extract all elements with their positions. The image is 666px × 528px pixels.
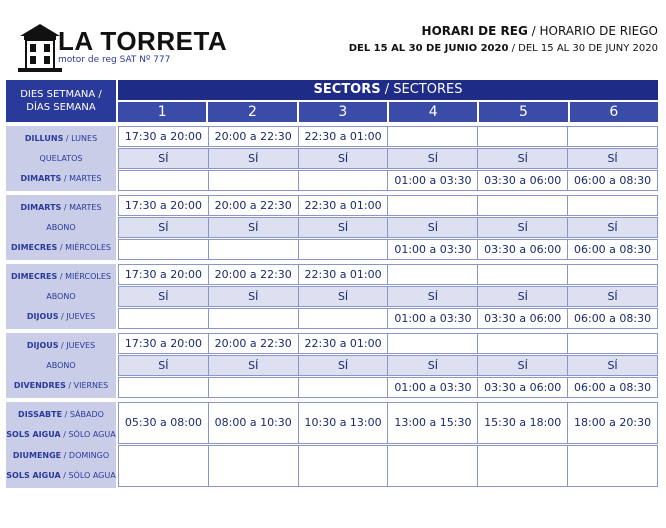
logo-title: LA TORRETA <box>58 26 228 56</box>
day-label-es: / MIÉRCOLES <box>57 271 112 281</box>
table-cell <box>118 170 208 191</box>
table-cell <box>208 445 298 487</box>
table-cell: SÍ <box>567 286 658 307</box>
days-header-line1: DIES SETMANA / <box>20 89 102 100</box>
day-label <box>46 361 75 370</box>
table-cell <box>118 239 208 260</box>
day-label-ca: DIMARTS <box>20 174 62 184</box>
table-row <box>118 286 658 307</box>
day-label <box>6 471 115 480</box>
table-cell: 01:00 a 03:30 <box>387 239 477 260</box>
weekend-rows <box>118 402 658 488</box>
day-label-es: / VIERNES <box>65 381 109 391</box>
group-labels <box>6 333 116 398</box>
day-label-es: / MIÉRCOLES <box>57 243 112 253</box>
table-row <box>118 264 658 285</box>
table-cell <box>567 445 658 487</box>
table-cell: 01:00 a 03:30 <box>387 170 477 191</box>
dates-light: / DEL 15 AL 30 DE JUNY 2020 <box>508 43 658 54</box>
table-cell: 20:00 a 22:30 <box>208 126 298 147</box>
day-label-ca: DIUMENGE <box>12 450 62 460</box>
table-cell: SÍ <box>477 148 567 169</box>
table-cell: SÍ <box>208 286 298 307</box>
table-cell: 13:00 a 15:30 <box>387 402 477 444</box>
table-header <box>6 80 658 122</box>
day-label <box>46 292 75 301</box>
day-label <box>27 341 95 350</box>
days-header-line2: DÍAS SEMANA <box>26 102 96 113</box>
table-cell: 03:30 a 06:00 <box>477 239 567 260</box>
table-cell: SÍ <box>298 355 388 376</box>
table-cell: 18:00 a 20:30 <box>567 402 658 444</box>
table-cell: SÍ <box>118 286 208 307</box>
weekend-group <box>6 402 658 488</box>
table-row <box>118 126 658 147</box>
day-label-es: / JUEVES <box>58 340 96 350</box>
day-label-es: ABONO <box>46 360 76 370</box>
table-cell: 22:30 a 01:00 <box>298 264 388 285</box>
schedule-groups <box>6 126 658 398</box>
table-cell: SÍ <box>298 148 388 169</box>
day-label-es: / MARTES <box>61 202 102 212</box>
day-label-es: / SÓLO AGUA <box>60 430 116 440</box>
table-cell: 22:30 a 01:00 <box>298 126 388 147</box>
table-cell: 10:30 a 13:00 <box>298 402 388 444</box>
table-cell <box>387 445 477 487</box>
day-label <box>21 203 102 212</box>
day-label-es: / SÓLO AGUA <box>60 471 116 481</box>
day-label-ca: DIVENDRES <box>13 381 66 391</box>
day-label <box>46 223 75 232</box>
table-cell <box>477 333 567 354</box>
table-cell: 17:30 a 20:00 <box>118 126 208 147</box>
day-label-es: / SÁBADO <box>62 409 104 419</box>
table-cell: SÍ <box>567 217 658 238</box>
table-cell <box>298 308 388 329</box>
day-label-ca: SOLS AIGUA <box>6 430 61 440</box>
table-cell <box>477 445 567 487</box>
day-label <box>18 410 104 419</box>
table-cell <box>118 308 208 329</box>
table-row <box>118 333 658 354</box>
schedule-group <box>6 264 658 329</box>
table-cell: 22:30 a 01:00 <box>298 333 388 354</box>
day-label <box>13 451 109 460</box>
table-row <box>118 195 658 216</box>
table-cell: 20:00 a 22:30 <box>208 333 298 354</box>
table-cell: SÍ <box>477 355 567 376</box>
table-cell: 15:30 a 18:00 <box>477 402 567 444</box>
table-row <box>118 217 658 238</box>
table-cell <box>118 445 208 487</box>
table-cell: SÍ <box>387 286 477 307</box>
day-label <box>6 430 115 439</box>
group-labels <box>6 264 116 329</box>
day-label <box>27 312 95 321</box>
sectors-bold: SECTORS <box>313 82 381 97</box>
table-cell: SÍ <box>208 217 298 238</box>
group-rows <box>118 195 658 260</box>
table-cell: 03:30 a 06:00 <box>477 377 567 398</box>
table-cell <box>387 195 477 216</box>
table-cell: SÍ <box>477 217 567 238</box>
day-label-es: ABONO <box>46 291 76 301</box>
schedule-group <box>6 333 658 398</box>
table-cell <box>208 377 298 398</box>
table-cell: 03:30 a 06:00 <box>477 170 567 191</box>
table-cell: SÍ <box>118 217 208 238</box>
sector-number: 1 <box>118 102 206 122</box>
logo-subtitle: motor de reg SAT Nº 777 <box>58 55 171 65</box>
day-label-ca: DILLUNS <box>24 133 64 143</box>
table-cell <box>567 333 658 354</box>
table-cell <box>118 377 208 398</box>
sector-numbers <box>118 102 658 122</box>
table-cell <box>298 445 388 487</box>
group-rows <box>118 264 658 329</box>
table-cell: 22:30 a 01:00 <box>298 195 388 216</box>
sector-number: 2 <box>208 102 296 122</box>
table-cell: 01:00 a 03:30 <box>387 308 477 329</box>
table-cell <box>387 333 477 354</box>
sector-number: 3 <box>299 102 387 122</box>
table-cell: SÍ <box>477 286 567 307</box>
day-label-ca: SOLS AIGUA <box>6 471 61 481</box>
day-label-ca: DIMECRES <box>10 271 58 281</box>
table-cell: 06:00 a 08:30 <box>567 377 658 398</box>
table-row <box>118 148 658 169</box>
schedule-table <box>6 80 658 488</box>
table-cell: SÍ <box>118 355 208 376</box>
day-label <box>11 272 111 281</box>
sector-number: 4 <box>389 102 477 122</box>
day-label-es: / LUNES <box>63 133 98 143</box>
group-labels <box>6 126 116 191</box>
day-label-ca: DIJOUS <box>26 340 59 350</box>
tower-logo-icon <box>16 22 64 74</box>
table-cell: SÍ <box>387 217 477 238</box>
table-cell: SÍ <box>387 148 477 169</box>
group-rows <box>118 126 658 191</box>
table-cell: 06:00 a 08:30 <box>567 239 658 260</box>
table-cell: SÍ <box>567 355 658 376</box>
table-cell: SÍ <box>208 355 298 376</box>
table-cell: 03:30 a 06:00 <box>477 308 567 329</box>
table-row <box>118 402 658 444</box>
page-title <box>422 24 658 38</box>
table-cell: 05:30 a 08:00 <box>118 402 208 444</box>
day-label-ca: DIMARTS <box>20 202 62 212</box>
table-row <box>118 308 658 329</box>
sectors-header <box>118 80 658 122</box>
weekend-labels <box>6 402 116 488</box>
table-cell: 01:00 a 03:30 <box>387 377 477 398</box>
table-cell <box>298 377 388 398</box>
table-cell <box>208 170 298 191</box>
day-label-ca: DISSABTE <box>18 409 63 419</box>
group-rows <box>118 333 658 398</box>
days-header <box>6 80 116 122</box>
table-row <box>118 445 658 487</box>
table-cell: 20:00 a 22:30 <box>208 264 298 285</box>
table-cell <box>567 264 658 285</box>
table-cell: 17:30 a 20:00 <box>118 264 208 285</box>
table-cell: 17:30 a 20:00 <box>118 333 208 354</box>
table-cell: 20:00 a 22:30 <box>208 195 298 216</box>
table-cell: SÍ <box>567 148 658 169</box>
table-cell: 06:00 a 08:30 <box>567 308 658 329</box>
day-label-ca: DIMECRES <box>10 243 58 253</box>
day-label-es: QUELATOS <box>39 153 83 163</box>
day-label-es: ABONO <box>46 222 76 232</box>
table-cell: SÍ <box>118 148 208 169</box>
day-label <box>21 174 102 183</box>
table-row <box>118 355 658 376</box>
day-label <box>40 154 83 163</box>
table-row <box>118 377 658 398</box>
table-cell: SÍ <box>208 148 298 169</box>
day-label <box>14 381 108 390</box>
table-cell <box>208 239 298 260</box>
table-cell <box>477 195 567 216</box>
table-cell <box>298 170 388 191</box>
sector-number: 5 <box>479 102 567 122</box>
table-cell <box>477 264 567 285</box>
sectors-light: / SECTORES <box>380 82 463 97</box>
day-label-ca: DIJOUS <box>26 312 59 322</box>
title-bold: HORARI DE REG <box>421 24 528 38</box>
table-cell: SÍ <box>298 217 388 238</box>
group-labels <box>6 195 116 260</box>
day-label <box>25 134 97 143</box>
table-cell <box>567 126 658 147</box>
date-range <box>349 43 658 54</box>
day-label-es: / MARTES <box>61 174 102 184</box>
table-cell <box>477 126 567 147</box>
schedule-group <box>6 126 658 191</box>
table-cell <box>298 239 388 260</box>
table-cell: SÍ <box>387 355 477 376</box>
table-cell <box>387 264 477 285</box>
table-row <box>118 170 658 191</box>
day-label-es: / DOMINGO <box>61 450 110 460</box>
table-cell: 08:00 a 10:30 <box>208 402 298 444</box>
day-label-es: / JUEVES <box>58 312 96 322</box>
dates-bold: DEL 15 AL 30 DE JUNIO 2020 <box>348 43 509 54</box>
table-row <box>118 239 658 260</box>
day-label <box>11 243 111 252</box>
table-cell: 06:00 a 08:30 <box>567 170 658 191</box>
sectors-title <box>118 80 658 100</box>
table-cell <box>387 126 477 147</box>
title-light: / HORARIO DE RIEGO <box>527 24 658 38</box>
table-cell <box>567 195 658 216</box>
table-cell: 17:30 a 20:00 <box>118 195 208 216</box>
table-cell: SÍ <box>298 286 388 307</box>
table-cell <box>208 308 298 329</box>
schedule-group <box>6 195 658 260</box>
sector-number: 6 <box>570 102 658 122</box>
